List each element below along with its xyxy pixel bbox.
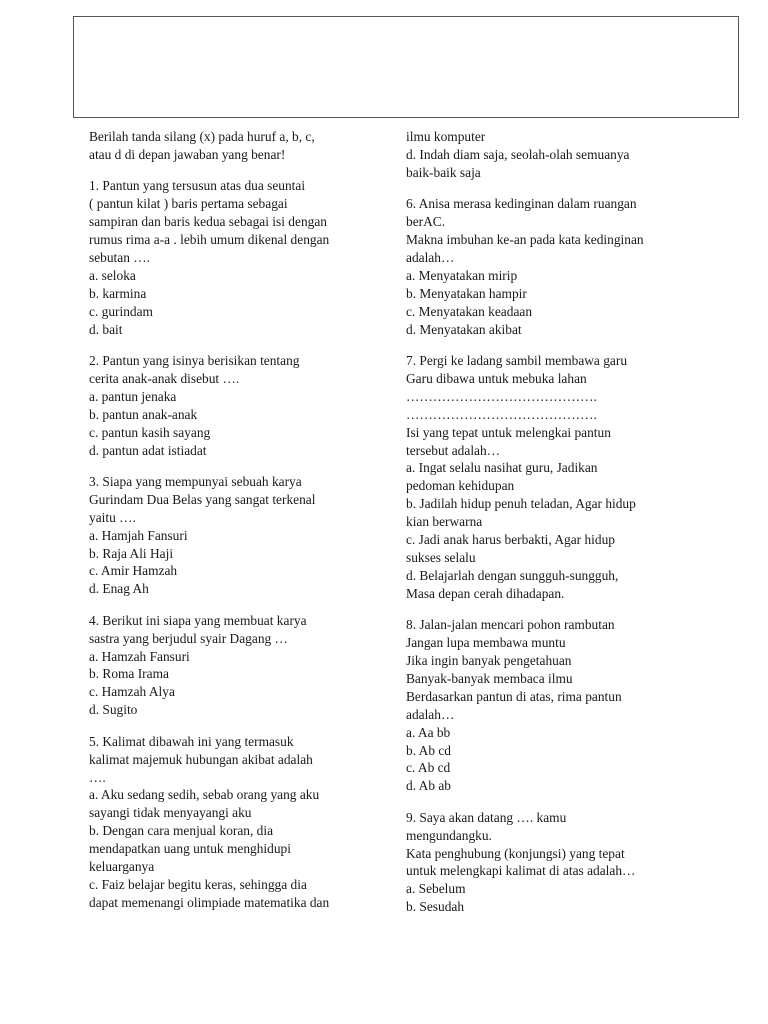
question-5-continued [406, 128, 680, 182]
question-text: sampiran dan baris kedua sebagai isi dengan [89, 214, 327, 230]
left-column [89, 128, 371, 912]
question-text: Garu dibawa untuk mebuka lahan [406, 370, 587, 386]
text-line: atau d di depan jawaban yang benar! [89, 146, 286, 162]
option-b: b. Menyatakan hampir [406, 285, 527, 301]
option-d: baik-baik saja [406, 164, 481, 180]
option-a: a. Aa bb [406, 724, 451, 740]
question-text: untuk melengkapi kalimat di atas adalah… [406, 863, 636, 879]
option-b: b. pantun anak-anak [89, 406, 198, 422]
question-text: 8. Jalan-jalan mencari pohon rambutan [406, 617, 615, 633]
option-d: d. Sugito [89, 702, 138, 718]
option-b: b. Ab cd [406, 742, 452, 758]
question-text: rumus rima a-a . lebih umum dikenal dengan [89, 232, 330, 248]
question-text: tersebut adalah… [406, 442, 501, 458]
question-text: 9. Saya akan datang …. kamu [406, 809, 567, 825]
option-c: c. Menyatakan keadaan [406, 303, 533, 319]
option-d: d. Menyatakan akibat [406, 321, 522, 337]
option-a: sayangi tidak menyayangi aku [89, 805, 252, 821]
question-text: kalimat majemuk hubungan akibat adalah [89, 751, 313, 767]
question-2 [89, 352, 371, 459]
question-text: mengundangku. [406, 827, 492, 843]
option-b: b. karmina [89, 285, 147, 301]
option-a: pedoman kehidupan [406, 478, 515, 494]
question-text: cerita anak-anak disebut …. [89, 370, 240, 386]
question-text: 3. Siapa yang mempunyai sebuah karya [89, 473, 302, 489]
option-c: ilmu komputer [406, 129, 486, 144]
question-text: ( pantun kilat ) baris pertama sebagai [89, 196, 288, 212]
option-a: a. Sebelum [406, 881, 466, 897]
question-text: Kata penghubung (konjungsi) yang tepat [406, 845, 625, 861]
question-text: Berdasarkan pantun di atas, rima pantun [406, 688, 622, 704]
option-c: c. pantun kasih sayang [89, 424, 211, 440]
option-d: d. pantun adat istiadat [89, 442, 207, 458]
option-c: sukses selalu [406, 549, 476, 565]
option-a: a. pantun jenaka [89, 388, 177, 404]
option-c: c. Faiz belajar begitu keras, sehingga dia [89, 876, 307, 892]
question-text: 2. Pantun yang isinya berisikan tentang [89, 352, 300, 368]
option-c: c. Jadi anak harus berbakti, Agar hidup [406, 532, 615, 548]
option-c: c. Ab cd [406, 760, 451, 776]
question-5 [89, 733, 371, 912]
question-text: Jika ingin banyak pengetahuan [406, 652, 572, 668]
option-d: d. Ab ab [406, 778, 452, 794]
option-b: b. Roma Irama [89, 666, 169, 682]
question-text: Isi yang tepat untuk melengkai pantun [406, 424, 611, 440]
option-d: d. Belajarlah dengan sungguh-sungguh, [406, 567, 619, 583]
option-a: a. Ingat selalu nasihat guru, Jadikan [406, 460, 598, 476]
option-b: b. Sesudah [406, 899, 465, 915]
header-box [73, 16, 739, 118]
option-b: b. Raja Ali Haji [89, 545, 174, 561]
option-b: keluarganya [89, 859, 155, 875]
question-text: Gurindam Dua Belas yang sangat terkenal [89, 491, 316, 507]
option-b: b. Dengan cara menjual koran, dia [89, 823, 274, 839]
question-text: yaitu …. [89, 509, 136, 525]
option-b: kian berwarna [406, 514, 483, 530]
option-b: b. Jadilah hidup penuh teladan, Agar hidup [406, 496, 636, 512]
option-a: a. Hamjah Fansuri [89, 527, 188, 543]
option-a: a. Menyatakan mirip [406, 267, 518, 283]
question-1 [89, 177, 371, 338]
question-9 [406, 809, 680, 916]
option-b: mendapatkan uang untuk menghidupi [89, 841, 291, 857]
text-line: Berilah tanda silang (x) pada huruf a, b, c, [89, 129, 315, 144]
question-text: …. [89, 769, 106, 785]
option-a: a. Aku sedang sedih, sebab orang yang aku [89, 787, 320, 803]
question-text: 6. Anisa merasa kedinginan dalam ruangan [406, 196, 637, 212]
option-c: c. Hamzah Alya [89, 684, 175, 700]
option-c: dapat memenangi olimpiade matematika dan [89, 894, 330, 910]
question-text: 7. Pergi ke ladang sambil membawa garu [406, 352, 628, 368]
question-text: berAC. [406, 214, 446, 230]
question-text: 5. Kalimat dibawah ini yang termasuk [89, 733, 294, 749]
question-4 [89, 612, 371, 719]
question-text: adalah… [406, 706, 455, 722]
blank-line: ……………………………………. [406, 388, 597, 404]
question-text: Banyak-banyak membaca ilmu [406, 670, 573, 686]
option-d: Masa depan cerah dihadapan. [406, 585, 565, 601]
option-d: d. bait [89, 321, 123, 337]
blank-line: ……………………………………. [406, 406, 597, 422]
option-d: d. Indah diam saja, seolah-olah semuanya [406, 146, 630, 162]
question-8 [406, 616, 680, 795]
option-d: d. Enag Ah [89, 581, 149, 597]
instruction [89, 128, 371, 164]
question-text: Makna imbuhan ke-an pada kata kedinginan [406, 232, 644, 248]
question-text: adalah… [406, 249, 455, 265]
question-text: sastra yang berjudul syair Dagang … [89, 630, 288, 646]
question-6 [406, 195, 680, 338]
question-text: 1. Pantun yang tersusun atas dua seuntai [89, 178, 306, 194]
option-c: c. gurindam [89, 303, 153, 319]
question-text: 4. Berikut ini siapa yang membuat karya [89, 612, 307, 628]
option-c: c. Amir Hamzah [89, 563, 178, 579]
option-a: a. seloka [89, 267, 136, 283]
question-7 [406, 352, 680, 603]
question-text: sebutan …. [89, 249, 150, 265]
question-3 [89, 473, 371, 598]
right-column [406, 128, 680, 916]
option-a: a. Hamzah Fansuri [89, 648, 190, 664]
question-text: Jangan lupa membawa muntu [406, 635, 566, 651]
